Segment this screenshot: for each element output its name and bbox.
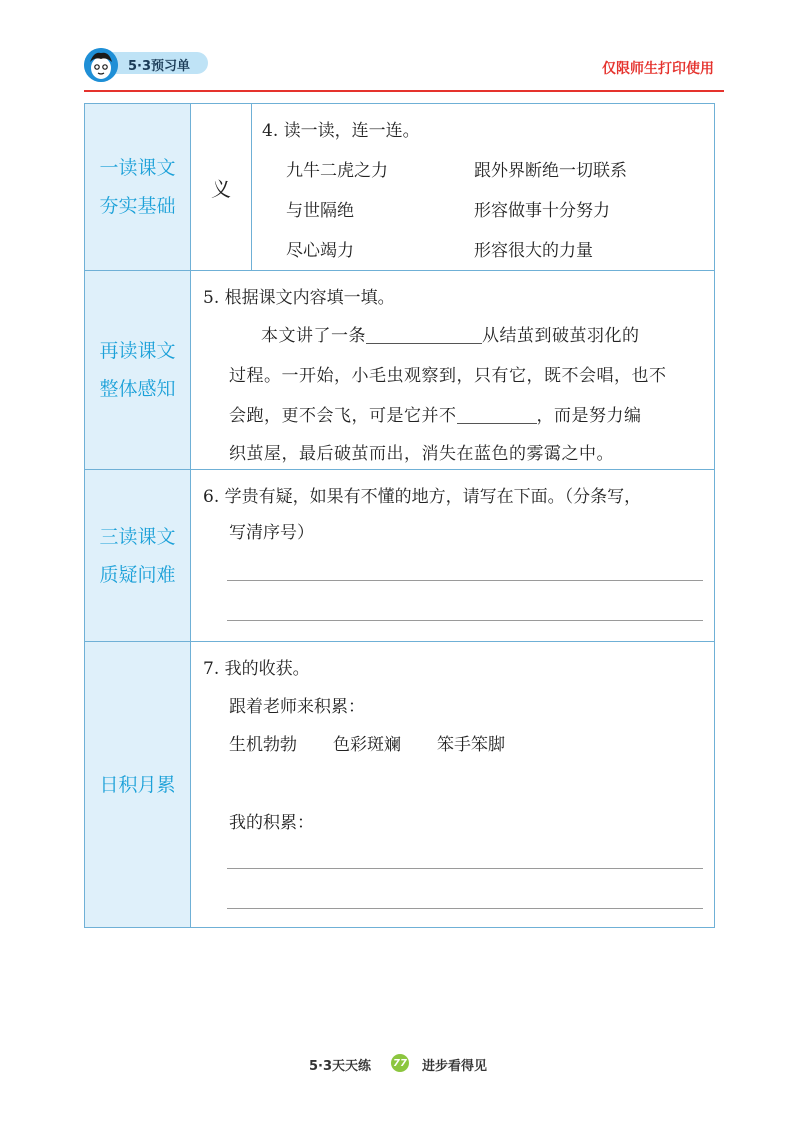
category-line: 质疑问难 bbox=[99, 563, 176, 586]
question-title: 7. 我的收获。 bbox=[203, 659, 310, 679]
character-cell bbox=[191, 104, 252, 270]
match-right-item[interactable]: 形容做事十分努力 bbox=[474, 201, 610, 221]
section-content bbox=[191, 271, 714, 469]
brand-title: 5·3预习单 bbox=[128, 59, 191, 74]
worksheet-table bbox=[84, 103, 715, 928]
match-right-item[interactable]: 形容很大的力量 bbox=[474, 241, 593, 261]
section-row-2 bbox=[85, 271, 714, 470]
idiom-word: 生机勃勃 bbox=[229, 735, 297, 755]
footer-slogan: 进步看得见 bbox=[422, 1059, 488, 1074]
footer-brand: 5·3天天练 bbox=[309, 1059, 372, 1074]
section-category bbox=[85, 470, 191, 641]
page-number: 77 bbox=[391, 1054, 409, 1072]
fill-blank-2[interactable] bbox=[457, 405, 537, 424]
match-left-item[interactable]: 与世隔绝 bbox=[286, 201, 354, 221]
character: 义 bbox=[211, 176, 231, 201]
category-line: 整体感知 bbox=[99, 378, 176, 400]
answer-line[interactable] bbox=[227, 580, 703, 581]
section-row-4 bbox=[85, 642, 714, 927]
question-title: 4. 读一读，连一连。 bbox=[262, 121, 420, 141]
question-title: 6. 学贵有疑，如果有不懂的地方，请写在下面。（分条写， bbox=[203, 487, 642, 507]
fill-blank-1[interactable] bbox=[366, 325, 482, 344]
header-divider bbox=[84, 90, 724, 92]
answer-line[interactable] bbox=[227, 868, 703, 869]
section-content bbox=[191, 470, 714, 641]
question-title: 5. 根据课文内容填一填。 bbox=[203, 288, 395, 308]
section-category bbox=[85, 271, 191, 469]
idiom-word: 色彩斑斓 bbox=[333, 735, 401, 755]
print-note: 仅限师生打印使用 bbox=[602, 61, 714, 77]
answer-line[interactable] bbox=[227, 908, 703, 909]
follow-label: 跟着老师来积累： bbox=[229, 697, 365, 717]
category-line: 三读课文 bbox=[99, 525, 176, 548]
match-left-item[interactable]: 尽心竭力 bbox=[286, 241, 354, 261]
page-footer bbox=[0, 1055, 800, 1079]
category-line: 日积月累 bbox=[99, 773, 176, 796]
brand-badge bbox=[84, 48, 212, 78]
cartoon-avatar-icon bbox=[84, 48, 118, 82]
page-header bbox=[84, 44, 724, 92]
section-category bbox=[85, 642, 191, 927]
section-content bbox=[252, 104, 714, 270]
my-accumulation-label: 我的积累： bbox=[229, 813, 314, 833]
section-row-1 bbox=[85, 104, 714, 271]
idiom-word: 笨手笨脚 bbox=[437, 735, 505, 755]
match-left-item[interactable]: 九牛二虎之力 bbox=[286, 161, 388, 181]
paragraph-line: 本文讲了一条 从结茧到破茧羽化的 bbox=[261, 326, 640, 346]
paragraph-line: 过程。一开始，小毛虫观察到，只有它，既不会唱，也不 bbox=[229, 366, 667, 386]
section-row-3 bbox=[85, 470, 714, 642]
paragraph-line: 会跑，更不会飞，可是它并不 ，而是努力编 bbox=[229, 406, 642, 426]
section-category bbox=[85, 104, 191, 270]
match-right-item[interactable]: 跟外界断绝一切联系 bbox=[474, 161, 627, 181]
paragraph-line: 织茧屋，最后破茧而出，消失在蓝色的雾霭之中。 bbox=[229, 444, 614, 464]
question-title-cont: 写清序号） bbox=[229, 523, 314, 543]
category-line: 夯实基础 bbox=[99, 195, 176, 217]
category-line: 再读课文 bbox=[99, 340, 176, 362]
section-content bbox=[191, 642, 714, 927]
category-line: 一读课文 bbox=[99, 157, 176, 179]
answer-line[interactable] bbox=[227, 620, 703, 621]
